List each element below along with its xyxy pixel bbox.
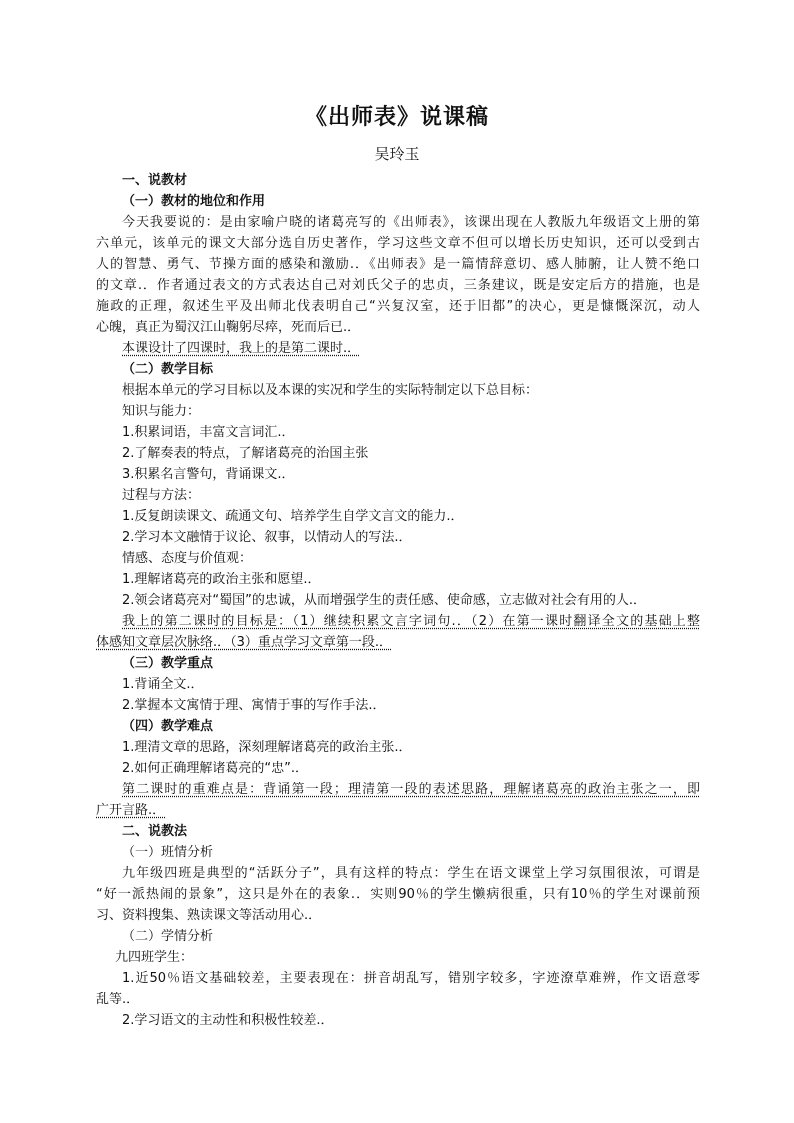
paragraph-line: 心魄，真正为蜀汉江山鞠躬尽瘁，死而后已.．	[96, 320, 361, 335]
section-heading: 一、说教材	[122, 173, 188, 188]
subsection-heading: （一）教材的地位和作用	[122, 194, 266, 209]
list-item: 1.理解诸葛亮的政治主张和愿望.．	[122, 572, 321, 587]
paragraph-line: 人的智慧、勇气、节操方面的感染和激励.．《出师表》是一篇情辞意切、感人肺腑，让人赞不绝口	[96, 257, 700, 272]
subsection-heading: （二）教学目标	[122, 362, 214, 377]
paragraph-line: 的文章.．作者通过表文的方式表达自己对刘氏父子的忠贞，三条建议，既是安定后方的措施，也是	[96, 278, 700, 293]
paragraph-line-underlined: 本课设计了四课时，我上的是第二课时.．	[122, 341, 361, 356]
subsection-heading: （一）班情分析	[122, 845, 214, 860]
subsection-heading: （四）教学难点	[122, 719, 214, 734]
list-item: 1.反复朗读课文、疏通文句、培养学生自学文言文的能力.．	[122, 509, 464, 524]
page-title: 《出师表》说课稿	[304, 105, 489, 130]
paragraph-line: 六单元，该单元的课文大部分选自历史著作，学习这些文章不但可以增长历史知识，还可以受到古	[96, 236, 700, 251]
paragraph-line: 今天我要说的：是由家喻户晓的诸葛亮写的《出师表》，该课出现在人教版九年级语文上册的第	[122, 215, 700, 230]
paragraph-line-underlined: 第二课时的重难点是：背诵第一段；理清第一段的表述思路，理解诸葛亮的政治主张之一，即	[122, 782, 700, 797]
list-item: 2.了解奏表的特点，了解诸葛亮的治国主张	[122, 446, 369, 461]
list-item: 1.理清文章的思路，深刻理解诸葛亮的政治主张.．	[122, 740, 412, 755]
section-heading: 二、说教法	[122, 824, 188, 839]
paragraph-line-underlined: 广开言路.．	[96, 803, 166, 818]
paragraph-line: 过程与方法：	[122, 488, 201, 503]
list-item: 3.积累名言警句，背诵课文.．	[122, 467, 295, 482]
list-item: 2.领会诸葛亮对“蜀国”的忠诚，从而增强学生的责任感、使命感，立志做对社会有用的人.．	[122, 593, 647, 608]
paragraph-line: 情感、态度与价值观：	[122, 551, 253, 566]
list-item: 1.积累词语，丰富文言词汇.．	[122, 425, 295, 440]
paragraph-line: 施政的正理，叙述生平及出师北伐表明自己“兴复汉室，还于旧都”的决心，更是慷慨深沉，动人	[96, 299, 700, 314]
list-item: 1.背诵全文.．	[122, 677, 204, 692]
list-item: 2.掌握本文寓情于理、寓情于事的写作手法.．	[122, 698, 386, 713]
paragraph-line: “好一派热闹的景象”，这只是外在的表象.．实则90％的学生懒病很重，只有10％的学生对课前预	[96, 887, 700, 902]
paragraph-line: 九年级四班是典型的“活跃分子”，具有这样的特点：学生在语文课堂上学习氛围很浓，可谓是	[122, 866, 700, 881]
subsection-heading: （三）教学重点	[122, 656, 214, 671]
paragraph-line: 九四班学生：	[115, 950, 194, 965]
paragraph-line: 乱等.．	[96, 992, 140, 1007]
paragraph-line: 习、资料搜集、熟读课文等活动用心.．	[96, 908, 322, 923]
list-item: 2.如何正确理解诸葛亮的“忠”.．	[122, 761, 309, 776]
subsection-heading: （二）学情分析	[122, 929, 214, 944]
list-item: 2.学习本文融情于议论、叙事，以情动人的写法.．	[122, 530, 412, 545]
list-item: 2.学习语文的主动性和积极性较差.．	[122, 1013, 334, 1028]
list-item: 1.近50％语文基础较差，主要表现在：拼音胡乱写，错别字较多，字迹潦草难辨，作文语意零	[122, 971, 700, 986]
paragraph-line: 知识与能力：	[122, 404, 201, 419]
paragraph-line: 根据本单元的学习目标以及本课的实况和学生的实际特制定以下总目标：	[122, 383, 539, 398]
author-name: 吴玲玉	[374, 145, 420, 163]
paragraph-line-underlined: 我上的第二课时的目标是：（1）继续积累文言字词句.．（2）在第一课时翻译全文的基础上整	[122, 614, 700, 629]
paragraph-line-underlined: 体感知文章层次脉络.．（3）重点学习文章第一段.．	[96, 635, 393, 650]
